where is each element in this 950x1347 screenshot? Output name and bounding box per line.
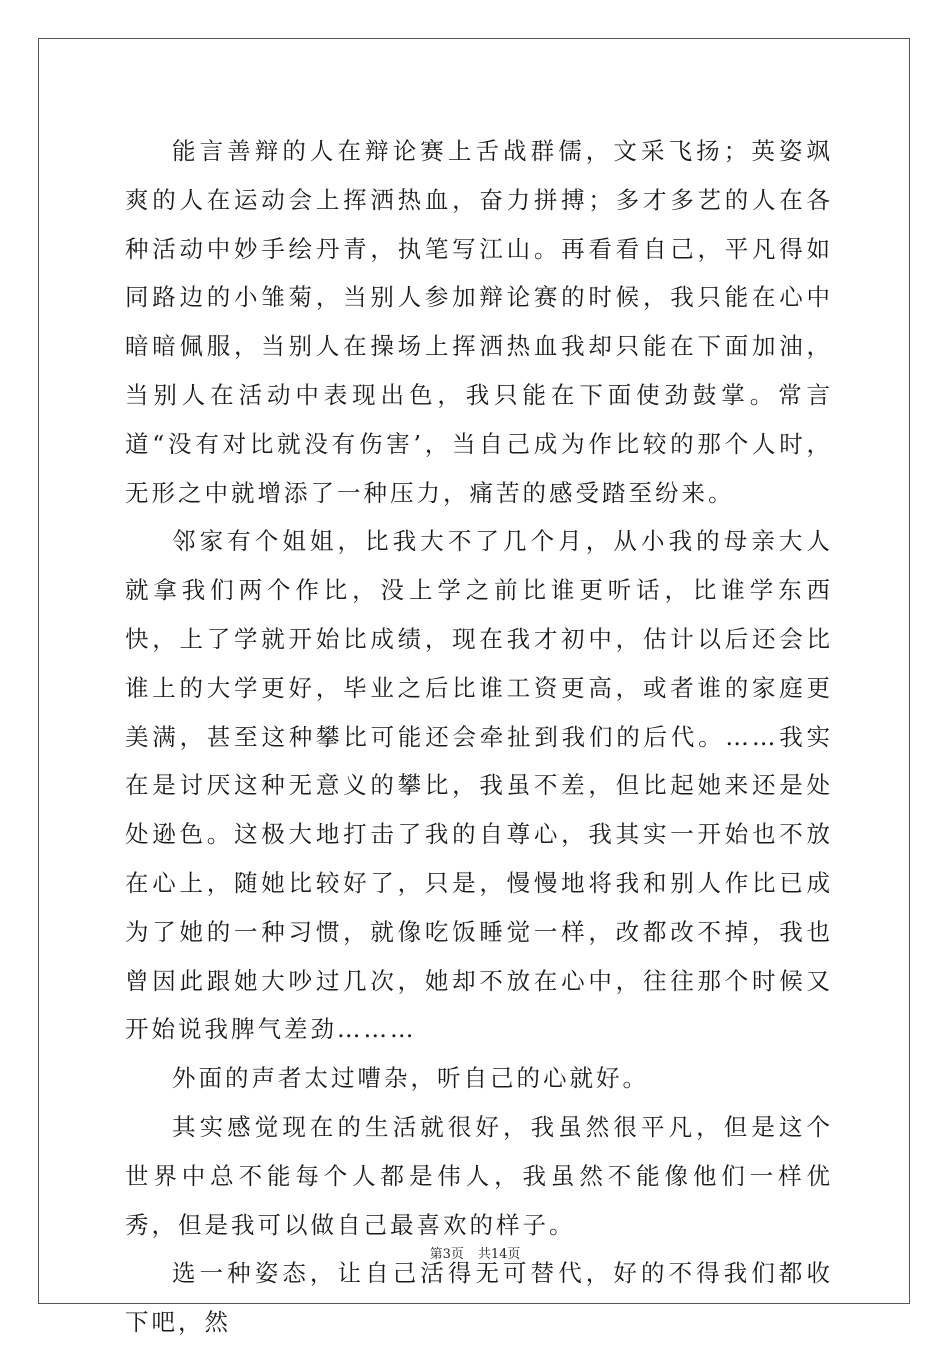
- page-number-current: 第3页: [429, 1247, 464, 1262]
- paragraph-1: 能言善辩的人在辩论赛上舌战群儒，文采飞扬；英姿飒爽的人在运动会上挥洒热血，奋力拼搏；多才多艺的人在各种活动中妙手绘丹青，执笔写江山。再看看自己，平凡得如同路边的小雏菊，当别人参加辩论赛的时候，我只能在心中暗暗佩服，当别人在操场上挥洒热血我却只能在下面加油，当别人在活动中表现出色，我只能在下面使劲鼓掌。常言道“没有对比就没有伤害’，当自己成为作比较的那个人时，无形之中就增添了一种压力，痛苦的感受踏至纷来。: [125, 137, 833, 507]
- page-footer: [0, 1246, 950, 1264]
- paragraph-3: 外面的声者太过嘈杂，听自己的心就好。: [172, 1064, 649, 1093]
- page-number-total: 共14页: [477, 1247, 521, 1262]
- document-body: [125, 127, 833, 1347]
- paragraph-4: 其实感觉现在的生活就很好，我虽然很平凡，但是这个世界中总不能每个人都是伟人，我虽然不能像他们一样优秀，但是我可以做自己最喜欢的样子。: [125, 1112, 833, 1239]
- paragraph-5: 选一种姿态，让自己活得无可替代，好的不得我们都收下吧，然: [125, 1259, 833, 1337]
- paragraph-2: 邻家有个姐姐，比我大不了几个月，从小我的母亲大人就拿我们两个作比，没上学之前比谁更听话，比谁学东西快，上了学就开始比成绩，现在我才初中，估计以后还会比谁上的大学更好，毕业之后比谁工资更高，或者谁的家庭更美满，甚至这种攀比可能还会牵扯到我们的后代。……我实在是讨厌这种无意义的攀比，我虽不差，但比起她来还是处处逊色。这极大地打击了我的自尊心，我其实一开始也不放在心上，随她比较好了，只是，慢慢地将我和别人作比已成为了她的一种习惯，就像吃饭睡觉一样，改都改不掉，我也曾因此跟她大吵过几次，她却不放在心中，往往那个时候又开始说我脾气差劲………: [125, 527, 833, 1044]
